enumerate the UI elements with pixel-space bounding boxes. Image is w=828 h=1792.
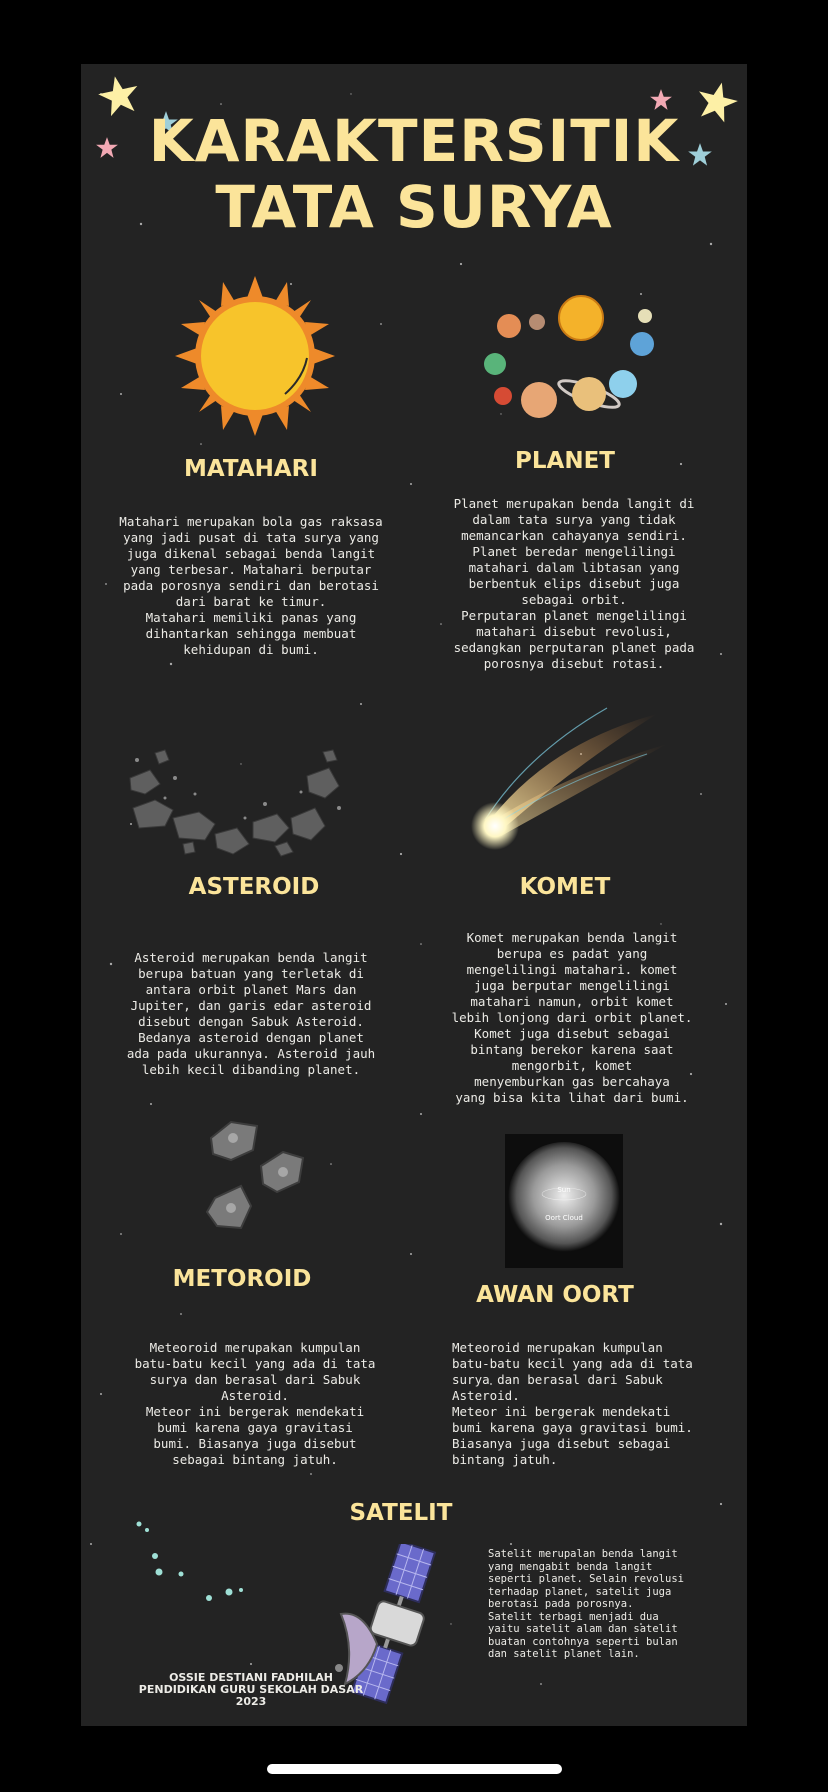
infographic-poster — [81, 64, 747, 1726]
text-satelit: Satelit merupalan benda langit yang mengabit benda langit seperti planet. Selain revolusi terhadap planet, satelit juga berotasi pada porosnya. Satelit terbagi menjadi dua yaitu satelit alam dan satelit buatan contohnya seperti bulan dan satelit planet lain. — [488, 1548, 684, 1660]
constellation-icon — [133, 1518, 253, 1608]
heading-asteroid: ASTEROID — [188, 874, 320, 900]
text-awan-oort: Meteoroid merupakan kumpulan batu-batu kecil yang ada di tata surya dan berasal dari Sabuk Asteroid. Meteor ini bergerak mendekati bumi karena gaya gravitasi bumi. Biasanya juga disebut sebagai bintang jatuh. — [452, 1340, 693, 1467]
heading-awan-oort: AWAN OORT — [476, 1282, 634, 1308]
text-metoroid: Meteoroid merupakan kumpulan batu-batu kecil yang ada di tata surya dan berasal dari Sabuk Asteroid. Meteor ini bergerak mendekati bumi karena gaya gravitasi bumi. Biasanya juga disebut sebagai bintang jatuh. — [134, 1340, 376, 1467]
asteroid-belt-icon — [125, 748, 345, 858]
oort-cloud-label: Oort Cloud — [545, 1214, 583, 1222]
text-asteroid: Asteroid merupakan benda langit berupa batuan yang terletak di antara orbit planet Mars dan Jupiter, dan garis edar asteroid disebut dengan Sabuk Asteroid. Bedanya asteroid dengan planet ada pada ukurannya. Asteroid jauh lebih kecil dibanding planet. — [126, 950, 376, 1077]
oort-cloud-icon — [505, 1134, 623, 1268]
text-komet: Komet merupakan benda langit berupa es padat yang mengelilingi matahari. komet juga berputar mengelilingi matahari namun, orbit komet lebih lonjong dari orbit planet. Komet juga disebut sebagai bintang berekor karena saat mengorbit, komet menyemburkan gas bercahaya yang bisa kita lihat dari bumi. — [451, 930, 693, 1105]
home-indicator[interactable] — [267, 1764, 562, 1774]
sun-icon — [175, 276, 335, 436]
author-year: 2023 — [235, 1695, 267, 1708]
text-planet: Planet merupakan benda langit di dalam tata surya yang tidak memancarkan cahayanya sendiri. Planet beredar mengelilingi matahari dalam libtasan yang berbentuk elips disebut juga sebagai orbit. Perputaran planet mengelilingi matahari disebut revolusi, sedangkan perputaran planet pada porosnya disebut rotasi. — [453, 496, 695, 671]
text-matahari: Matahari merupakan bola gas raksasa yang jadi pusat di tata surya yang juga dikenal sebagai benda langit yang terbesar. Matahari berputar pada porosnya sendiri dan berotasi dari barat ke timur. Matahari memiliki panas yang dihantarkan sehingga membuat kehidupan di bumi. — [119, 514, 383, 657]
heading-matahari: MATAHARI — [184, 456, 318, 482]
oort-sun-label: Sun — [557, 1186, 571, 1194]
heading-planet: PLANET — [515, 448, 615, 474]
author-program: PENDIDIKAN GURU SEKOLAH DASAR — [138, 1683, 364, 1696]
author-name: OSSIE DESTIANI FADHILAH — [169, 1671, 333, 1684]
page-title-line2: TATA SURYA — [215, 173, 613, 241]
heading-komet: KOMET — [519, 874, 611, 900]
comet-icon — [457, 704, 677, 854]
planets-icon — [475, 288, 675, 418]
heading-satelit: SATELIT — [349, 1500, 453, 1526]
meteoroid-icon — [201, 1116, 311, 1240]
heading-metoroid: METOROID — [172, 1266, 312, 1292]
page-title-line1: KARAKTERSITIK — [148, 107, 680, 175]
